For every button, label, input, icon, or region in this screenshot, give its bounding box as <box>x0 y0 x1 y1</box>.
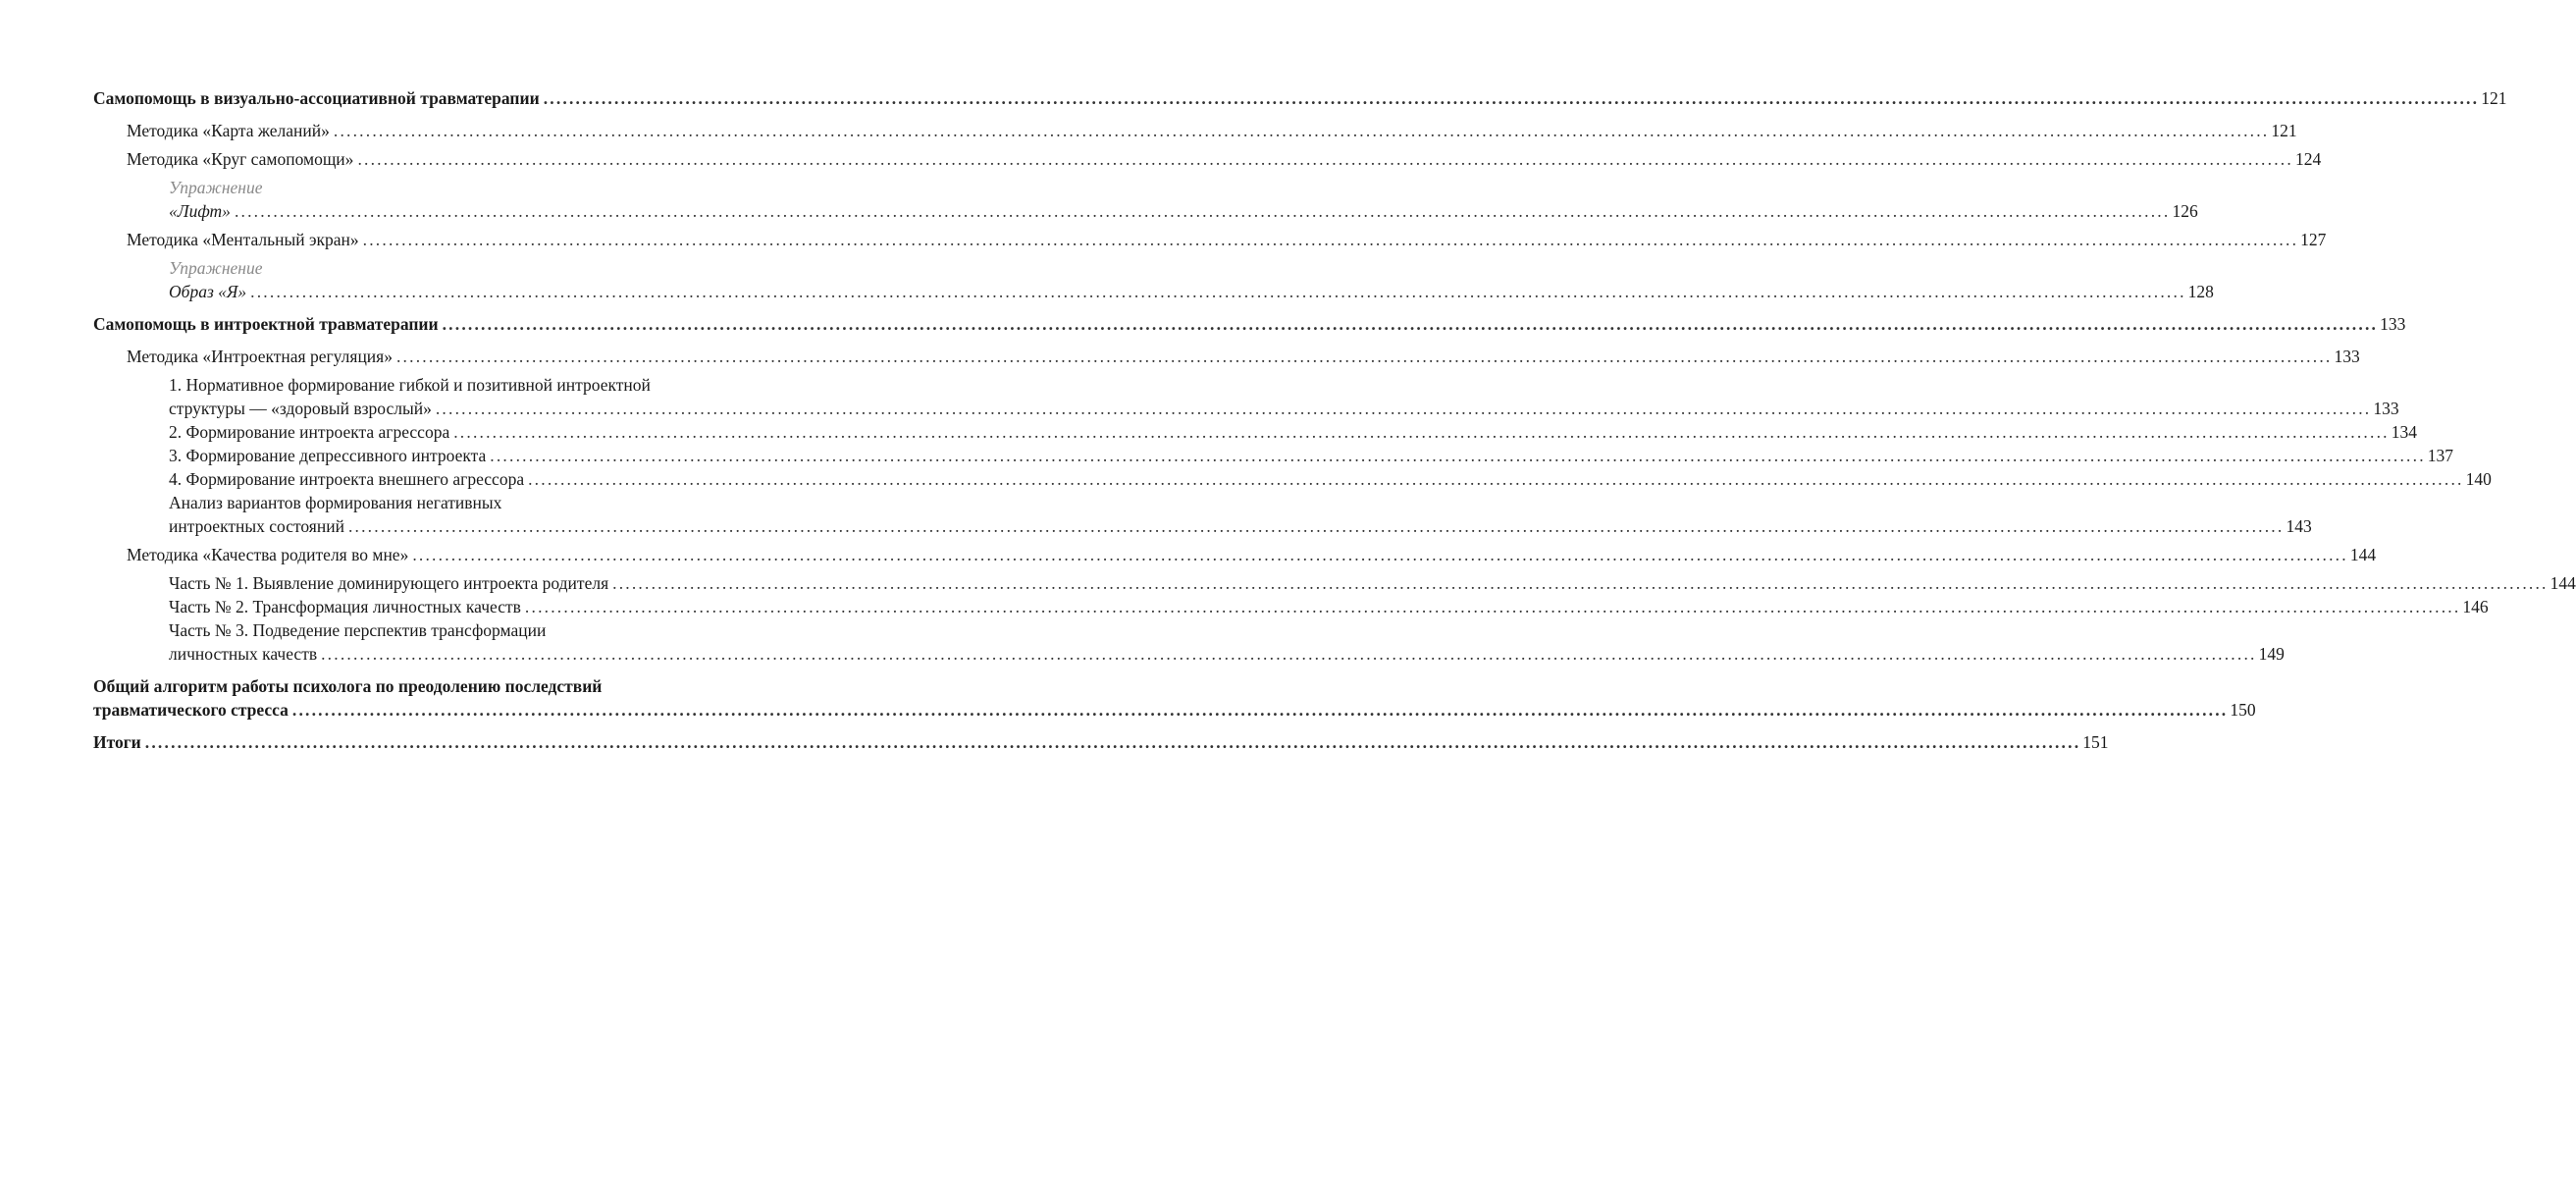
toc-entry[interactable] <box>93 176 2198 223</box>
toc-entry-title: интроектных состояний <box>169 516 344 536</box>
dot-leader: ............................................................................................................................................................................................................................................................................................................ <box>321 644 2257 664</box>
toc-entry[interactable] <box>93 730 2109 754</box>
toc-entry[interactable] <box>93 228 2327 251</box>
dot-leader: ............................................................................................................................................................................................................................................................................................................ <box>524 597 2461 616</box>
toc-entry-title: Методика «Качества родителя во мне» <box>127 545 409 564</box>
dot-leader: ............................................................................................................................................................................................................................................................................................................ <box>612 573 2549 593</box>
toc-entry-page-number: 134 <box>2391 422 2417 442</box>
toc-entry-title-line: Часть № 3. Подведение перспектив трансформации <box>169 620 547 640</box>
toc-entry-title-line: Общий алгоритм работы психолога по преодолению последствий <box>93 676 603 696</box>
toc-entry-page-number: 151 <box>2082 732 2109 752</box>
toc-entry-page-number: 146 <box>2462 597 2489 616</box>
dot-leader: ............................................................................................................................................................................................................................................................................................................ <box>435 399 2372 418</box>
toc-entry-title: Часть № 1. Выявление доминирующего интроекта родителя <box>169 573 609 593</box>
toc-entry[interactable] <box>93 373 2399 420</box>
toc-entry[interactable] <box>93 618 2285 666</box>
table-of-contents <box>93 86 2576 754</box>
dot-leader: ............................................................................................................................................................................................................................................................................................................ <box>357 149 2293 169</box>
toc-entry-page-number: 144 <box>2349 545 2377 564</box>
dot-leader: ............................................................................................................................................................................................................................................................................................................ <box>234 201 2171 221</box>
toc-entry[interactable] <box>93 256 2214 303</box>
toc-entry[interactable] <box>93 543 2377 566</box>
toc-entry-page-number: 149 <box>2258 644 2285 664</box>
toc-entry-page-number: 133 <box>2380 314 2406 334</box>
toc-entry[interactable] <box>93 147 2322 171</box>
dot-leader: ............................................................................................................................................................................................................................................................................................................ <box>144 732 2081 752</box>
toc-entry-title: 4. Формирование интроекта внешнего агрессора <box>169 469 525 489</box>
toc-entry-page-number: 121 <box>2481 88 2507 108</box>
toc-entry[interactable] <box>93 467 2492 491</box>
toc-entry-title: 3. Формирование депрессивного интроекта <box>169 446 487 465</box>
toc-entry-title-line: Анализ вариантов формирования негативных <box>169 493 502 512</box>
dot-leader: ............................................................................................................................................................................................................................................................................................................ <box>250 282 2186 301</box>
toc-entry[interactable] <box>93 444 2454 467</box>
toc-entry-page-number: 150 <box>2230 700 2256 720</box>
dot-leader: ............................................................................................................................................................................................................................................................................................................ <box>490 446 2426 465</box>
toc-entry-page-number: 133 <box>2373 399 2399 418</box>
toc-entry-title: «Лифт» <box>169 201 231 221</box>
toc-entry[interactable] <box>93 571 2576 595</box>
dot-leader: ............................................................................................................................................................................................................................................................................................................ <box>291 700 2229 720</box>
toc-entry[interactable] <box>93 595 2489 618</box>
toc-entry-title: Образ «Я» <box>169 282 247 301</box>
toc-entry-title: Часть № 2. Трансформация личностных качеств <box>169 597 521 616</box>
toc-entry-title: травматического стресса <box>93 700 289 720</box>
dot-leader: ............................................................................................................................................................................................................................................................................................................ <box>543 88 2480 108</box>
dot-leader: ............................................................................................................................................................................................................................................................................................................ <box>528 469 2464 489</box>
toc-entry-page-number: 133 <box>2334 347 2360 366</box>
toc-entry-title-line: 1. Нормативное формирование гибкой и позитивной интроектной <box>169 375 651 395</box>
toc-entry-page-number: 121 <box>2271 121 2297 140</box>
toc-entry-page-number: 140 <box>2465 469 2492 489</box>
dot-leader: ............................................................................................................................................................................................................................................................................................................ <box>347 516 2285 536</box>
toc-entry-page-number: 127 <box>2300 230 2327 249</box>
dot-leader: ............................................................................................................................................................................................................................................................................................................ <box>442 314 2379 334</box>
toc-entry-title: 2. Формирование интроекта агрессора <box>169 422 450 442</box>
toc-entry-label: Упражнение <box>169 258 263 278</box>
toc-entry-title: структуры — «здоровый взрослый» <box>169 399 432 418</box>
toc-entry[interactable] <box>93 491 2312 538</box>
toc-entry-title: Методика «Ментальный экран» <box>127 230 359 249</box>
toc-entry[interactable] <box>93 86 2507 110</box>
dot-leader: ............................................................................................................................................................................................................................................................................................................ <box>412 545 2348 564</box>
toc-entry-page-number: 144 <box>2550 573 2576 593</box>
dot-leader: ............................................................................................................................................................................................................................................................................................................ <box>453 422 2390 442</box>
toc-entry[interactable] <box>93 674 2256 722</box>
toc-entry-title: Методика «Карта желаний» <box>127 121 330 140</box>
toc-entry-page-number: 124 <box>2294 149 2322 169</box>
toc-entry[interactable] <box>93 119 2297 142</box>
toc-entry-page-number: 126 <box>2172 201 2198 221</box>
toc-entry[interactable] <box>93 345 2360 368</box>
toc-entry-title: Методика «Интроектная регуляция» <box>127 347 393 366</box>
toc-entry-page-number: 143 <box>2286 516 2312 536</box>
toc-entry-page-number: 128 <box>2187 282 2214 301</box>
dot-leader: ............................................................................................................................................................................................................................................................................................................ <box>333 121 2270 140</box>
toc-entry-title: Методика «Круг самопомощи» <box>127 149 354 169</box>
toc-entry-title: Самопомощь в визуально-ассоциативной травматерапии <box>93 88 540 108</box>
dot-leader: ............................................................................................................................................................................................................................................................................................................ <box>362 230 2299 249</box>
toc-entry-title: личностных качеств <box>169 644 318 664</box>
toc-entry-title: Итоги <box>93 732 141 752</box>
dot-leader: ............................................................................................................................................................................................................................................................................................................ <box>395 347 2333 366</box>
toc-entry-label: Упражнение <box>169 178 263 197</box>
toc-entry-page-number: 137 <box>2427 446 2454 465</box>
toc-entry[interactable] <box>93 312 2406 336</box>
toc-entry-title: Самопомощь в интроектной травматерапии <box>93 314 439 334</box>
toc-entry[interactable] <box>93 420 2417 444</box>
